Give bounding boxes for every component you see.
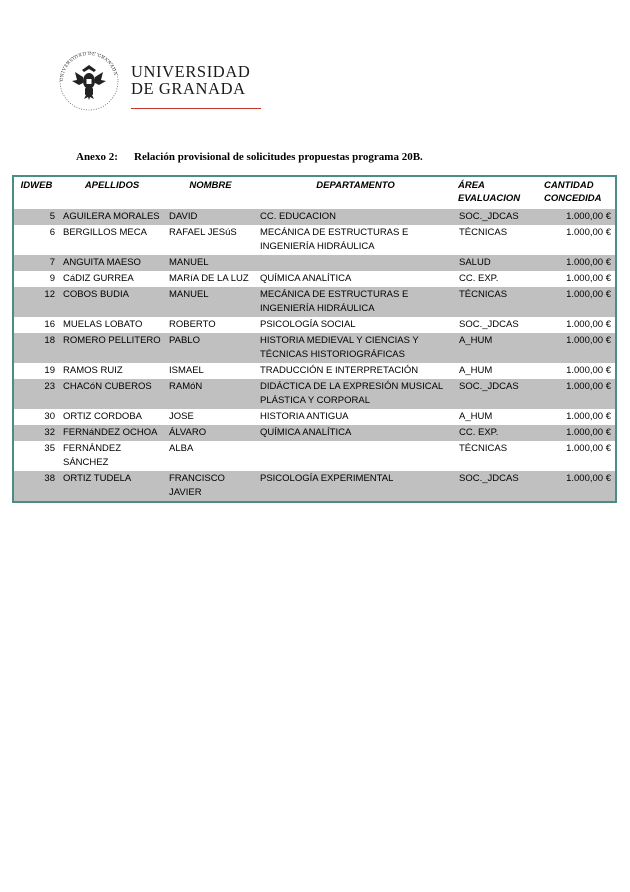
table-row	[13, 333, 616, 363]
area-cell: TÉCNICAS	[455, 225, 541, 255]
apellidos-cell: BERGILLOS MECA	[59, 225, 165, 255]
idweb-cell: 23	[13, 379, 59, 409]
nombre-cell: ALBA	[165, 441, 256, 471]
table-row	[13, 209, 616, 225]
university-name-line1: UNIVERSIDAD	[131, 62, 251, 81]
area-cell: SOC._JDCAS	[455, 317, 541, 333]
idweb-cell: 35	[13, 441, 59, 471]
nombre-cell: RAMóN	[165, 379, 256, 409]
seal-ring-text: UNIVERSIDAD DE GRANADA	[58, 50, 119, 82]
table-header-row	[13, 176, 616, 209]
departamento-cell: HISTORIA ANTIGUA	[256, 409, 455, 425]
cantidad-cell: 1.000,00 €	[541, 441, 616, 471]
idweb-cell: 7	[13, 255, 59, 271]
nombre-cell: RAFAEL JESúS	[165, 225, 256, 255]
idweb-cell: 12	[13, 287, 59, 317]
applications-table	[12, 175, 617, 503]
departamento-cell: QUÍMICA ANALÍTICA	[256, 271, 455, 287]
idweb-cell: 19	[13, 363, 59, 379]
apellidos-cell: MUELAS LOBATO	[59, 317, 165, 333]
area-cell: A_HUM	[455, 333, 541, 363]
idweb-cell: 38	[13, 471, 59, 502]
area-cell: SOC._JDCAS	[455, 209, 541, 225]
departamento-cell: PSICOLOGÍA EXPERIMENTAL	[256, 471, 455, 502]
idweb-cell: 16	[13, 317, 59, 333]
university-seal-icon	[58, 50, 120, 112]
annex-number: Anexo 2:	[76, 151, 118, 163]
nombre-cell: MANUEL	[165, 255, 256, 271]
annex-title: Relación provisional de solicitudes propuestas programa 20B.	[134, 151, 423, 163]
nombre-cell: DAVID	[165, 209, 256, 225]
departamento-cell: QUÍMICA ANALÍTICA	[256, 425, 455, 441]
header-cantidad-concedida: CANTIDAD CONCEDIDA	[541, 176, 616, 209]
table-row	[13, 271, 616, 287]
nombre-cell: PABLO	[165, 333, 256, 363]
apellidos-cell: ROMERO PELLITERO	[59, 333, 165, 363]
area-cell: TÉCNICAS	[455, 441, 541, 471]
area-cell: CC. EXP.	[455, 271, 541, 287]
apellidos-cell: ANGUITA MAESO	[59, 255, 165, 271]
departamento-cell: PSICOLOGÍA SOCIAL	[256, 317, 455, 333]
cantidad-cell: 1.000,00 €	[541, 379, 616, 409]
table-row	[13, 425, 616, 441]
table-row	[13, 287, 616, 317]
cantidad-cell: 1.000,00 €	[541, 409, 616, 425]
cantidad-cell: 1.000,00 €	[541, 425, 616, 441]
cantidad-cell: 1.000,00 €	[541, 255, 616, 271]
apellidos-cell: ORTIZ CORDOBA	[59, 409, 165, 425]
departamento-cell: CC. EDUCACION	[256, 209, 455, 225]
area-cell: TÉCNICAS	[455, 287, 541, 317]
logo-underline	[131, 108, 261, 109]
apellidos-cell: RAMOS RUIZ	[59, 363, 165, 379]
nombre-cell: JOSE	[165, 409, 256, 425]
cantidad-cell: 1.000,00 €	[541, 471, 616, 502]
annex-heading	[76, 151, 423, 163]
apellidos-cell: AGUILERA MORALES	[59, 209, 165, 225]
nombre-cell: FRANCISCO JAVIER	[165, 471, 256, 502]
cantidad-cell: 1.000,00 €	[541, 209, 616, 225]
idweb-cell: 5	[13, 209, 59, 225]
header-nombre: NOMBRE	[165, 176, 256, 209]
header-area-evaluacion: ÁREA EVALUACION	[455, 176, 541, 209]
table-row	[13, 379, 616, 409]
nombre-cell: MANUEL	[165, 287, 256, 317]
table-row	[13, 441, 616, 471]
area-cell: SOC._JDCAS	[455, 471, 541, 502]
departamento-cell: MECÁNICA DE ESTRUCTURAS E INGENIERÍA HIDRÁULICA	[256, 287, 455, 317]
table-row	[13, 255, 616, 271]
cantidad-cell: 1.000,00 €	[541, 317, 616, 333]
area-cell: SALUD	[455, 255, 541, 271]
apellidos-cell: ORTIZ TUDELA	[59, 471, 165, 502]
table-row	[13, 317, 616, 333]
idweb-cell: 9	[13, 271, 59, 287]
departamento-cell	[256, 255, 455, 271]
nombre-cell: ROBERTO	[165, 317, 256, 333]
header-departamento: DEPARTAMENTO	[256, 176, 455, 209]
header-idweb: IDWEB	[13, 176, 59, 209]
university-logo	[58, 50, 268, 112]
table-body	[13, 209, 616, 502]
departamento-cell: MECÁNICA DE ESTRUCTURAS E INGENIERÍA HIDRÁULICA	[256, 225, 455, 255]
table-row	[13, 225, 616, 255]
apellidos-cell: FERNÁNDEZ SÁNCHEZ	[59, 441, 165, 471]
idweb-cell: 30	[13, 409, 59, 425]
cantidad-cell: 1.000,00 €	[541, 287, 616, 317]
cantidad-cell: 1.000,00 €	[541, 363, 616, 379]
departamento-cell: TRADUCCIÓN E INTERPRETACIÓN	[256, 363, 455, 379]
apellidos-cell: CáDIZ GURREA	[59, 271, 165, 287]
idweb-cell: 18	[13, 333, 59, 363]
cantidad-cell: 1.000,00 €	[541, 225, 616, 255]
area-cell: A_HUM	[455, 363, 541, 379]
nombre-cell: MARíA DE LA LUZ	[165, 271, 256, 287]
idweb-cell: 6	[13, 225, 59, 255]
departamento-cell	[256, 441, 455, 471]
apellidos-cell: FERNáNDEZ OCHOA	[59, 425, 165, 441]
apellidos-cell: COBOS BUDIA	[59, 287, 165, 317]
area-cell: A_HUM	[455, 409, 541, 425]
departamento-cell: DIDÁCTICA DE LA EXPRESIÓN MUSICAL PLÁSTICA Y CORPORAL	[256, 379, 455, 409]
nombre-cell: ISMAEL	[165, 363, 256, 379]
table-row	[13, 409, 616, 425]
idweb-cell: 32	[13, 425, 59, 441]
area-cell: SOC._JDCAS	[455, 379, 541, 409]
university-name-line2: DE GRANADA	[131, 79, 246, 98]
table-row	[13, 363, 616, 379]
table-row	[13, 471, 616, 502]
area-cell: CC. EXP.	[455, 425, 541, 441]
header-apellidos: APELLIDOS	[59, 176, 165, 209]
departamento-cell: HISTORIA MEDIEVAL Y CIENCIAS Y TÉCNICAS HISTORIOGRÁFICAS	[256, 333, 455, 363]
apellidos-cell: CHACóN CUBEROS	[59, 379, 165, 409]
cantidad-cell: 1.000,00 €	[541, 271, 616, 287]
nombre-cell: ÁLVARO	[165, 425, 256, 441]
cantidad-cell: 1.000,00 €	[541, 333, 616, 363]
